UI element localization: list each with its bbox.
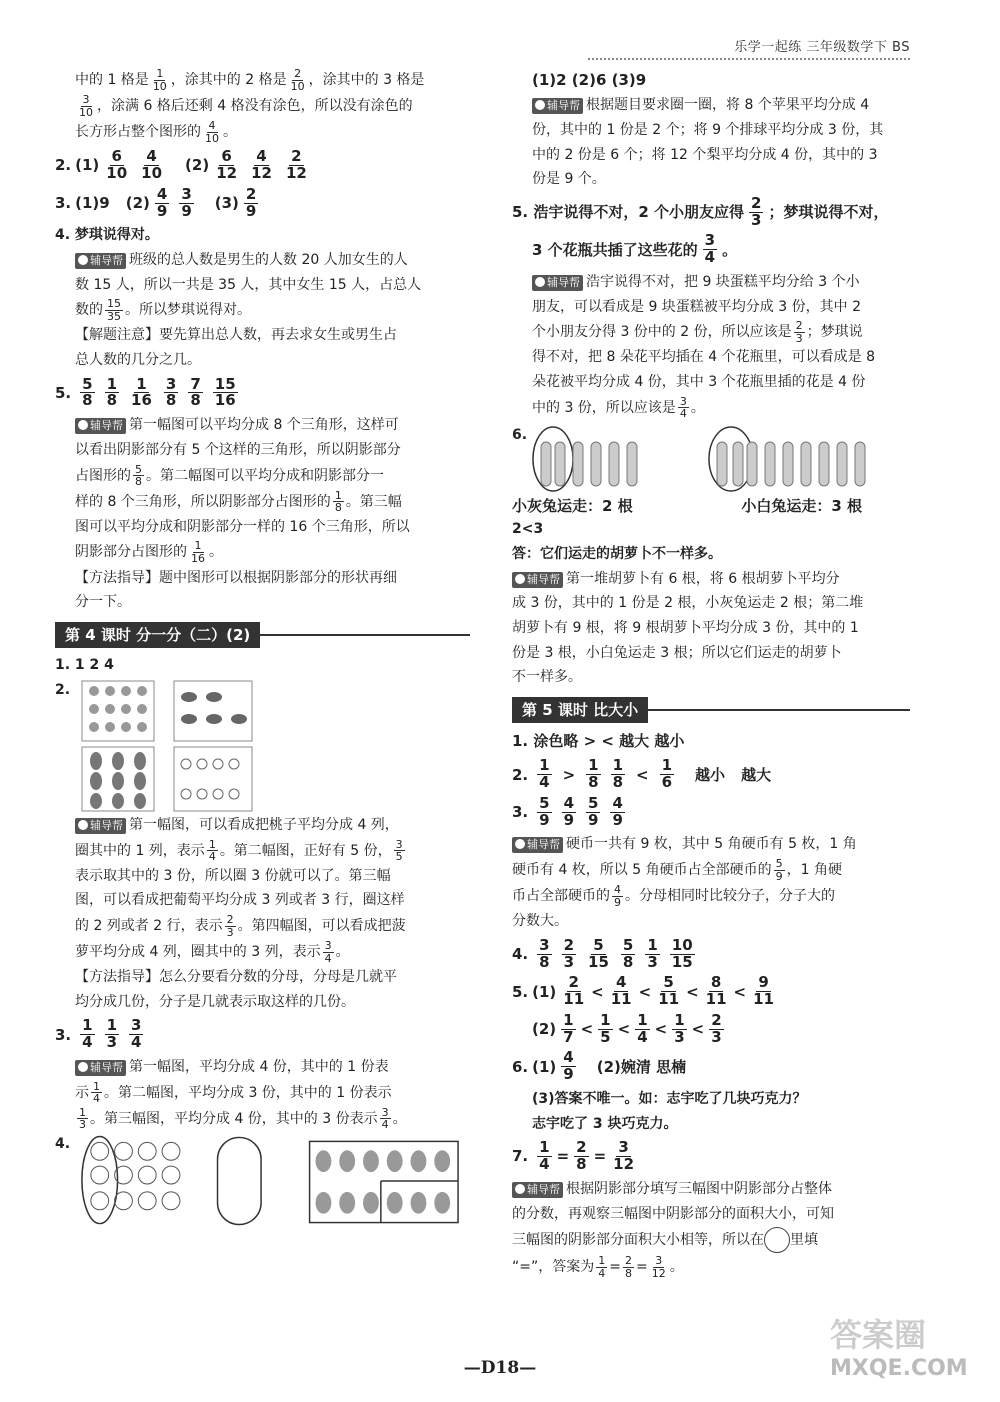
fraction: 4 9 [563, 793, 575, 829]
fraction: $\frac{1}{10}$ [152, 67, 167, 93]
page-number: —D18— [463, 1358, 537, 1378]
fraction: 5 9 [588, 793, 599, 829]
fraction: 1 4 [82, 1016, 93, 1052]
book-icon [515, 839, 525, 849]
fraction: 1 3 [674, 1010, 685, 1046]
q-num: 5. [512, 982, 529, 1001]
white-rabbit-label: 小白兔运走：3 根 [741, 496, 862, 515]
fraction: $\frac{3}{5}$ [395, 837, 403, 864]
watermark-text: 答案圈 [830, 1316, 927, 1354]
fruit-grid-image [74, 679, 274, 814]
q-num: 3. [512, 803, 529, 822]
fraction: 3 8 [165, 374, 177, 410]
s5-answer-3 [512, 793, 910, 829]
fraction: 9 11 [753, 973, 774, 1009]
fraction: 1 7 [563, 1010, 574, 1046]
fraction: $\frac{2}{8}$ [624, 1254, 632, 1280]
fraction: $\frac{4}{10}$ [205, 119, 219, 145]
text: ，涂其中的 2 格是 [170, 72, 287, 89]
s5-answer-2: 2. 1 4 > 1 8 1 8 < 1 6 越小 越大 [512, 756, 772, 792]
left-column [55, 68, 470, 1228]
s5-answer-7: 7. $\frac{1}{4}$ = $\frac{2}{8}$ = $\frac{3}{12}$ [512, 1138, 635, 1174]
answer-statement: 答：它们运走的胡萝卜不一样多。 [512, 545, 722, 562]
fraction: 3 9 [181, 184, 192, 220]
fraction: $\frac{2}{10}$ [290, 67, 305, 93]
fraction: 4 10 [141, 147, 163, 183]
fraction: 1 3 [647, 935, 658, 971]
q-num: 2. [512, 765, 529, 784]
q-num: 5. [55, 383, 72, 402]
fraction: 5 8 [82, 374, 93, 410]
r-answer-5-line2: 3 个花瓶共插了这些花的 3 4 。 [532, 231, 738, 267]
part: (3) [214, 193, 239, 212]
q-num: 3. [55, 1025, 72, 1044]
fraction: $\frac{2}{8}$ [576, 1138, 587, 1174]
s5-answer-6-3b: 志宇吃了 3 块巧克力。 [532, 1115, 678, 1132]
answer-3 [55, 184, 470, 220]
fraction: $\frac{3}{12}$ [613, 1138, 635, 1174]
page-header: 乐学一起练 三年级数学下 BS [734, 40, 910, 55]
text: ，涂其中的 3 格是 [308, 72, 425, 89]
help-badge: 辅导帮 [75, 818, 126, 834]
comparison: 2<3 [512, 521, 544, 538]
top-paragraph [55, 68, 470, 144]
book-icon [78, 1062, 88, 1072]
fraction: $\frac{3}{10}$ [79, 93, 93, 119]
fraction: $\frac{3}{4}$ [324, 939, 332, 965]
s5-answer-5-1: 5. (1) 2 11 < 4 11 < 5 11 < 8 11 < 9 11 [512, 973, 774, 1009]
fraction: $\frac{3}{4}$ [381, 1105, 389, 1132]
fraction: $\frac{2}{3}$ [226, 912, 234, 939]
s5-answer-3-help: 辅导帮 硬币一共有 9 枚，其中 5 角硬币有 5 枚，1 角 硬币有 4 枚，所以 5 角硬币占全部硬币的 $\frac{5}{9}$ ，1 角硬 币占全部硬币的 $\frac{4}{9}$ 。分母相同时比较分子，分子大的 分数大。 [512, 836, 857, 930]
answer-5-help: 辅导帮 第一幅图可以平均分成 8 个三角形，这样可 以看出阴影部分有 5 个这样的三角形，所以阴影部分 占图形的 $\frac{5}{8}$ 。第二幅图可以平均分成和阴影部分一 样的 8 个三角形，所以阴影部分占图形的 $\frac{1}{8}$ 。第三幅 图可以平均分成和阴影部分一样的 16 个三角形，所以 阴影部分占图形的 $\frac{1}{16}$ 。 【方法指导】题中图形可以根据阴影部分的形状再细 分一下。 [75, 417, 410, 611]
s4-answer-2-help: 辅导帮 第一幅图，可以看成把桃子平均分成 4 列， 圈其中的 1 列，表示 $\frac{1}{4}$ 。第二幅图，正好有 5 份， $\frac{3}{5}$ 表示取其中的 3 份，所以圈 3 份就可以了。第三幅 图，可以看成把葡萄平均分成 3 列或者 3 行，圈这样 的 2 列或者 2 行，表示 $\frac{2}{3}$ 。第四幅图，可以看成把菠 萝平均分成 4 列，圈其中的 3 列，表示 $\frac{3}{4}$ 。 【方法指导】怎么分要看分数的分母，分母是几就平 均分成几份，分子是几就表示取这样的几份。 [75, 816, 406, 1010]
fraction: 1 4 [637, 1010, 648, 1046]
help-badge: 辅导帮 [512, 837, 563, 853]
s5-answer-6: 6. (1) 4 9 (2)婉清 思楠 [512, 1048, 687, 1084]
fraction: 6 10 [106, 147, 128, 183]
fraction: 2 9 [245, 184, 257, 220]
text: ，涂满 6 格后还剩 4 格没有涂色，所以没有涂色的 [97, 98, 413, 115]
book-icon [78, 255, 88, 265]
s4-answer-3 [55, 1018, 470, 1051]
book-icon [515, 1184, 525, 1194]
r-answer-help: 辅导帮 根据题目要求圈一圈，将 8 个苹果平均分成 4 份，其中的 1 份是 2 个；将 9 个排球平均分成 3 份，其 中的 2 份是 6 个；将 12 个梨平均分成 4 份，其中的 3 份是 9 个。 [532, 97, 884, 188]
fraction: 2 3 [563, 935, 575, 971]
q-num: 4. [512, 945, 529, 964]
s4-answer-2 [55, 679, 470, 814]
fraction: 8 11 [705, 973, 727, 1009]
fraction: 1 8 [106, 374, 118, 410]
part: (2) [185, 156, 210, 175]
q-num: 4. [55, 1135, 71, 1152]
q-num: 2. [55, 681, 71, 698]
help-badge: 辅导帮 [75, 253, 126, 269]
carrots-image [531, 424, 901, 494]
book-icon [515, 574, 525, 584]
help-badge: 辅导帮 [512, 572, 563, 588]
help-badge: 辅导帮 [75, 1060, 126, 1076]
section-5-header [512, 697, 910, 723]
section-title: 第 4 课时 分一分（二）(2) [55, 622, 260, 648]
fraction: $\frac{3}{12}$ [651, 1254, 666, 1280]
fraction: 1 3 [106, 1016, 118, 1052]
s5-answer-5-2: (2) 1 7 < 1 5 < 1 4 < 1 3 < 2 3 [532, 1010, 722, 1046]
fraction: 1 4 [539, 756, 550, 792]
r-answer-parts: (1)2 (2)6 (3)9 [532, 71, 647, 89]
fraction: 1 8 [588, 756, 599, 792]
watermark-url: MXQE.COM [830, 1356, 968, 1381]
fraction: 1 5 [600, 1010, 611, 1046]
text: 。 [223, 124, 237, 141]
fraction: 3 8 [539, 935, 550, 971]
part: (1)9 [75, 193, 110, 212]
q-num: 7. [512, 1147, 529, 1166]
s4-answer-3-help: 辅导帮 第一幅图，平均分成 4 份，其中的 1 份表 示 $\frac{1}{4}$ 。第二幅图，平均分成 3 份，其中的 1 份表示 $\frac{1}{3}$ 。第三幅图，平均分成 4 份，其中的 3 份表示 $\frac{3}{4}$ 。 [75, 1058, 407, 1132]
q-num: 6. [512, 426, 528, 443]
r-answer-5-help: 辅导帮 浩宇说得不对，把 9 块蛋糕平均分给 3 个小 朋友，可以看成是 9 块蛋糕被平均分成 3 份，其中 2 个小朋友分得 3 份中的 2 份，所以应该是 $\frac{2}{3}$ ；梦琪说 得不对，把 8 朵花平均插在 4 个花瓶里，可以看成是 8 朵花被平均分成 4 份，其中 3 个花瓶里插的花是 4 份 中的 3 份，所以应该是 $\frac{3}{4}$ 。 [532, 273, 875, 421]
book-icon [535, 100, 545, 110]
fraction: 7 8 [190, 374, 201, 410]
right-column [512, 68, 910, 1281]
fraction: $\frac{1}{3}$ [79, 1105, 86, 1132]
q-num: 2. [55, 156, 72, 175]
section-4-header [55, 622, 470, 648]
fraction: 15 16 [214, 374, 236, 410]
q-num: 6. [512, 1057, 529, 1076]
s5-answer-1: 1. 涂色略 > < 越大 越小 [512, 732, 685, 751]
help-badge: 辅导帮 [532, 275, 583, 291]
fraction: 5 11 [658, 973, 680, 1009]
s5-answer-4 [512, 935, 910, 971]
fraction: $\frac{2}{3}$ [795, 319, 803, 345]
q-num: 3. [55, 193, 72, 212]
book-icon [78, 420, 88, 430]
fraction: 3 4 [131, 1016, 142, 1052]
fraction: $\frac{1}{16}$ [191, 539, 205, 565]
help-badge: 辅导帮 [75, 418, 126, 434]
s5-answer-7-help: 辅导帮 根据阴影部分填写三幅图中阴影部分占整体 的分数，再观察三幅图中阴影部分的面积大小，可知 三幅图的阴影部分面积大小相等，所以在 里填 “=”，答案为 $\frac{1}{4}$ = $\frac{2}{8}$ = $\frac{3}{12}$ 。 [512, 1180, 834, 1280]
circled-fruit-image [74, 1133, 470, 1228]
fraction: $\frac{4}{9}$ [614, 883, 621, 909]
fraction: 5 15 [588, 935, 609, 971]
help-badge: 辅导帮 [532, 98, 583, 114]
book-icon [535, 277, 545, 287]
answer-5 [55, 374, 470, 410]
fraction: 4 12 [251, 147, 272, 183]
fraction: 3 4 [704, 231, 716, 267]
text: 中的 1 格是 [75, 72, 149, 89]
fraction: $\frac{5}{8}$ [135, 462, 142, 489]
fraction: 2 11 [563, 973, 585, 1009]
blank-circle [764, 1227, 790, 1253]
s5-answer-6-3: (3)答案不唯一。如：志宇吃了几块巧克力？ [532, 1090, 807, 1107]
gray-rabbit-label: 小灰兔运走：2 根 [512, 496, 633, 515]
fraction: 1 16 [131, 374, 152, 410]
r-answer-6-help: 辅导帮 第一堆胡萝卜有 6 根，将 6 根胡萝卜平均分 成 3 份，其中的 1 份是 2 根，小灰兔运走 2 根；第二堆 胡萝卜有 9 根，将 9 根胡萝卜平均分成 3 份，其中的 1 份是 3 根，小白兔运走 3 根；所以它们运走的胡萝卜 不一样多。 [512, 570, 864, 686]
fraction: $\frac{3}{4}$ [679, 394, 687, 421]
r-answer-5: 5. 浩宇说得不对，2 个小朋友应得 2 3 ；梦琪说得不对， [512, 193, 889, 229]
answer-4-help: 辅导帮 班级的总人数是男生的人数 20 人加女生的人 数 15 人，所以一共是 35 人，其中女生 15 人，占总人 数的 $\frac{15}{35}$ 。所以梦琪说得对。 【解题注意】要先算出总人数，再去求女生或男生占 总人数的几分之几。 [75, 251, 422, 369]
part: (2) [125, 193, 150, 212]
fraction: 2 3 [711, 1010, 722, 1046]
help-badge: 辅导帮 [512, 1182, 563, 1198]
fraction: 6 12 [216, 147, 238, 183]
r-answer-6 [512, 424, 910, 494]
fraction: 4 9 [563, 1048, 574, 1084]
fraction: $\frac{1}{4}$ [539, 1138, 550, 1174]
s4-answer-4 [55, 1133, 470, 1228]
answer-2 [55, 149, 470, 182]
fraction: $\frac{1}{4}$ [598, 1254, 606, 1280]
fraction: 1 8 [612, 756, 624, 792]
text: 长方形占整个图形的 [75, 124, 201, 141]
r-answer-6-labels [512, 494, 862, 518]
section-title: 第 5 课时 比大小 [512, 697, 648, 723]
fraction: 2 12 [285, 147, 307, 183]
fraction: 4 9 [156, 184, 168, 220]
fraction: $\frac{15}{35}$ [107, 297, 121, 323]
watermark [830, 1310, 990, 1380]
header-divider [588, 58, 910, 60]
fraction: 10 15 [671, 935, 693, 971]
fraction: 4 11 [610, 973, 632, 1009]
fraction: 1 6 [661, 756, 673, 792]
fraction: 5 9 [539, 793, 550, 829]
fraction: $\frac{1}{8}$ [334, 488, 342, 515]
fraction: $\frac{1}{4}$ [208, 837, 216, 864]
fraction: $\frac{5}{9}$ [775, 857, 783, 883]
s4-answer-1: 1. 1 2 4 [55, 657, 114, 674]
part: (1) [75, 156, 100, 175]
fraction: $\frac{1}{4}$ [93, 1079, 100, 1106]
fraction: 4 9 [612, 793, 623, 829]
fraction: 2 3 [751, 193, 762, 229]
answer-4-title: 4. 梦琪说得对。 [55, 227, 159, 244]
book-icon [78, 820, 88, 830]
fraction: 5 8 [622, 935, 634, 971]
